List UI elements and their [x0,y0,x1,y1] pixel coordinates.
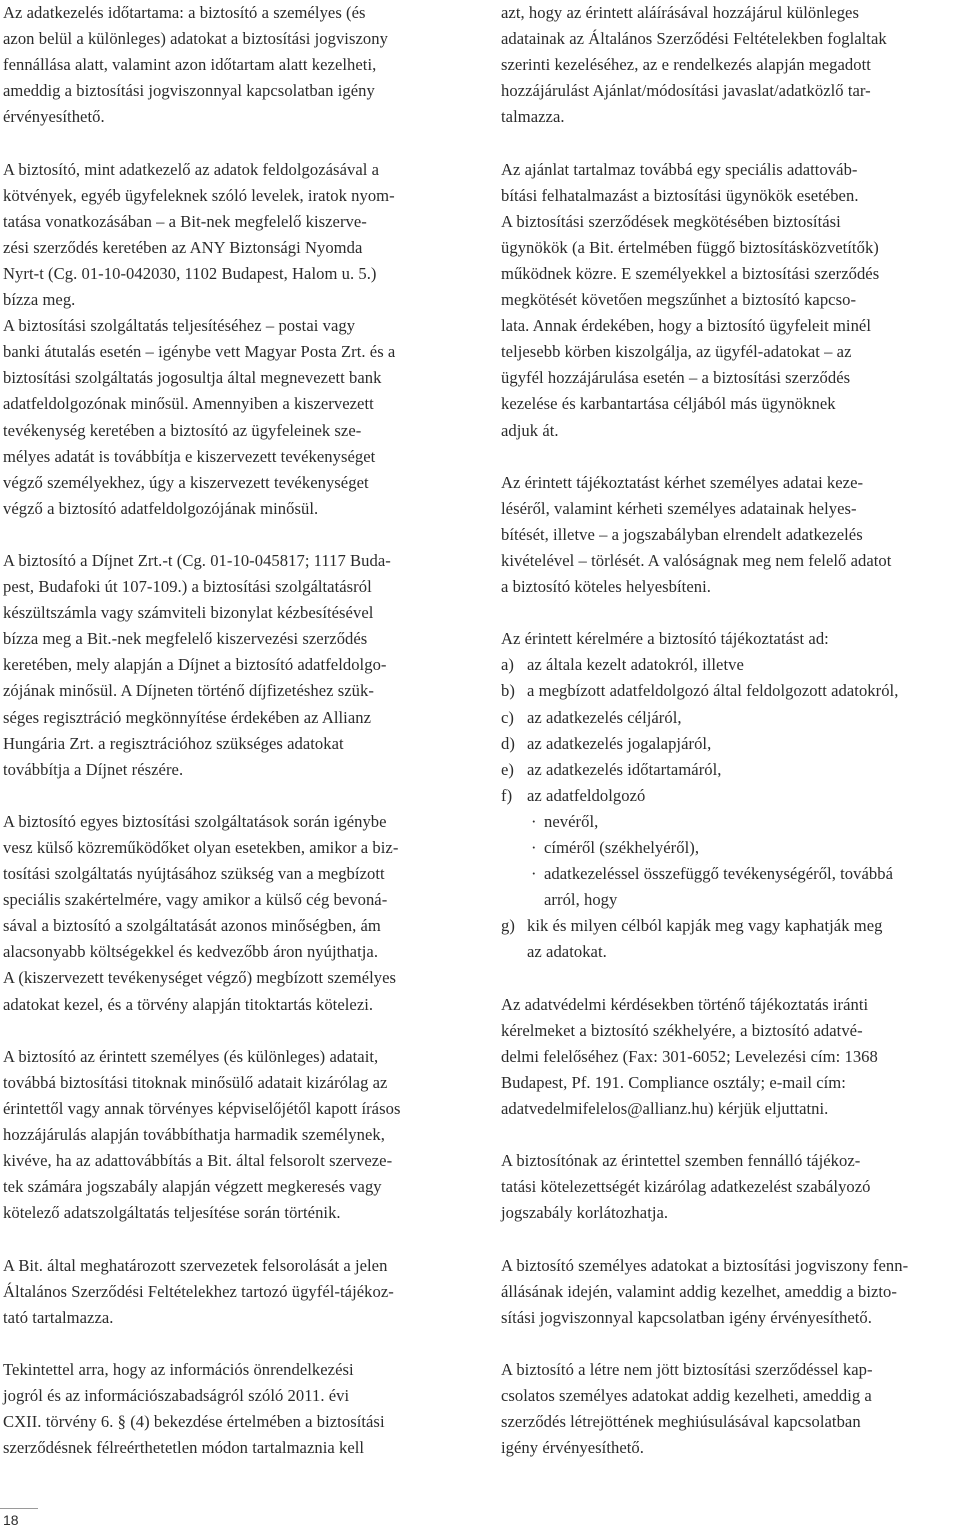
paragraph-consent-continuation: azt, hogy az érintett aláírásával hozzájárul különleges adatainak az Általános Szerződési Feltételekben foglaltak szerinti kezeléséhez, az e rendelkezés alapján megadott hozzájárulást Ajánlat/módosítási javaslat/adatközlő tar- talmazza. [501,3,887,127]
paragraph-retention-period: Az adatkezelés időtartama: a biztosító a személyes (és azon belül a különleges) adatokat a biztosítási jogviszony fennállása alatt, valamint azon időtartam alatt kezelheti, ameddig a biztosítási jogviszonnyal kapcsolatban igény érvényesíthető. [3,3,388,127]
bullet-marker: · [531,838,537,857]
paragraph-data-transfer: A biztosító az érintett személyes (és különleges) adatait, továbbá biztosítási titoknak minősülő adatait kizárólag az érintettől vagy annak törvényes képviselőjétől kapott írásos hozzájárulás alapján továbbíthatja harmadik személynek, kivéve, ha az adattovábbítás a Bit. által felsorolt szerveze- tek számára jogszabály alapján végzett megkeresés vagy kötelező adatszolgáltatás teljesítése során történik. [3,1046,401,1223]
list-marker: a) [501,655,514,675]
list-marker: e) [501,759,514,779]
paragraph-information-law: Tekintettel arra, hogy az információs önrendelkezési jogról és az információszabadságról szóló 2011. évi CXII. törvény 6. § (4) bekezdése értelmében a biztosítási szerződésnek félreérthetetlen módon tartalmaznia kell [3,1359,385,1458]
sub-bullet [501,835,958,861]
list-item [501,705,958,731]
paragraph-information-limits: A biztosítónak az érintettel szemben fennálló tájékoz- tatási kötelezettségét kizárólag adatkezelést szabályozó jogszabály korlátozhatja. [501,1151,871,1223]
list-item-text: az általa kezelt adatokról, illetve [527,655,744,675]
list-item [501,652,958,678]
left-column [3,0,464,1461]
sub-bullet-text: címéről (székhelyéről), [544,838,700,857]
list-item-text: a megbízott adatfeldolgozó által feldolgozott adatokról, [527,681,899,701]
paragraph-external-contributors: A biztosító egyes biztosítási szolgáltatások során igénybe vesz külső közreműködőket olyan esetekben, amikor a biz- tosítási szolgáltatás nyújtásához szükség van a megbízott speciális szakértelmére, vagy amikor a külső cég bevoná- sával a biztosító a szolgáltatását azonos minőségben, ám alacsonyabb költségekkel és kedvezőbb áron nyújthatja. A (kiszervezett tevékenységet végző) megbízott személyes adatokat kezel, és a törvény alapján titoktartás kötelezi. [3,811,399,1014]
list-item-text: az adatfeldolgozó [527,785,646,805]
list-marker: d) [501,733,515,753]
list-intro: Az érintett kérelmére a biztosító tájékoztatást ad: [501,629,829,649]
sub-bullet-text: nevéről, [544,811,599,831]
list-item-text: az adatkezelés céljáról, [527,707,682,727]
list-item-text: az adatkezelés jogalapjáról, [527,733,712,753]
list-marker: b) [501,681,515,701]
paragraph-dijnet: A biztosító a Díjnet Zrt.-t (Cg. 01-10-045817; 1117 Buda- pest, Budafoki út 107-109.) a biztosítási szolgáltatásról készültszámla vagy számviteli bizonylat kézbesítésével bízza meg a Bit.-nek megfelelő kiszervezési szerződés keretében, mely alapján a Díjnet a biztosító adatfeldolgo- zójának minősül. A Díjneten történő díjfizetéshez szük- séges regisztráció megkönnyítése érdekében az Allianz Hungária Zrt. a regisztrációhoz szükséges adatokat továbbítja a Díjnet részére. [3,550,391,779]
list-item [501,783,958,809]
paragraph-failed-contract: A biztosító a létre nem jött biztosítási szerződéssel kap- csolatos személyes adatokat addig kezelheti, ameddig a szerződés létrejöttének meghiúsulásával kapcsolatban igény érvényesíthető. [501,1359,873,1458]
list-marker: g) [501,916,515,936]
sub-bullet [501,809,958,835]
page-number: 18 [3,1512,19,1528]
list-item [501,678,958,704]
paragraph-rights: Az érintett tájékoztatást kérhet személyes adatai keze- léséről, valamint kérheti személyes adatainak helyes- bítését, illetve – a jogszabályban elrendelt adatkezelés kivételével – törlését. A valóságnak meg nem felelő adatot a biztosító köteles helyesbíteni. [501,472,892,597]
list-item [501,913,958,965]
paragraph-retention-repeat: A biztosító személyes adatokat a biztosítási jogviszony fenn- állásának idején, valamint addig kezelhet, ameddig a bizto- sítási jogviszonnyal kapcsolatban igény érvényesíthető. [501,1255,909,1327]
bullet-marker: · [531,811,537,831]
paragraph-dpo-contact: Az adatvédelmi kérdésekben történő tájékoztatás iránti kérelmeket a biztosító székhelyére, a biztosító adatvé- delmi felelőséhez (Fax: 301-6052; Levelezési cím: 1368 Budapest, Pf. 191. Compliance osztály; e-mail cím: adatvedelmifelelos@allianz.hu) kérjük eljuttatni. [501,994,878,1118]
list-marker: f) [501,785,513,805]
paragraph-agent-transfer: Az ajánlat tartalmaz továbbá egy speciális adattováb- bítási felhatalmazást a biztosítási ügynökök esetében. A biztosítási szerződések megkötésében biztosítási ügynökök (a Bit. értelmében függő biztosításközvetítők) működnek közre. E személyekkel a biztosítási szerződés megkötését követően megszűnhet a biztosító kapcso- lata. Annak érdekében, hogy a biztosító ügyfeleit minél teljesebb körben kiszolgálja, az ügyfél-adatokat – az ügyfél hozzájárulása esetén – a biztosítási szerződés kezelése és karbantartása céljából más ügynöknek adjuk át. [501,159,880,440]
paragraph-data-processors: A biztosító, mint adatkezelő az adatok feldolgozásával a kötvények, egyéb ügyfeleknek szóló levelek, iratok nyom- tatása vonatkozásában – a Bit-nek megfelelő kiszerve- zési szerződés keretében az ANY Biztonsági Nyomda Nyrt-t (Cg. 01-10-042030, 1102 Budapest, Halom u. 5.) bízza meg. A biztosítási szolgáltatás teljesítéséhez – postai vagy banki átutalás esetén – igénybe vett Magyar Posta Zrt. és a biztosítási szolgáltatás jogosultja által megnevezett bank adatfeldolgozónak minősül. Amennyiben a kiszervezett tevékenység keretében a biztosító az ügyfeleinek sze- mélyes adatát is továbbítja e kiszervezett tevékenységet végző személyekhez, úgy a kiszervezett tevékenységet végző a biztosító adatfeldolgozójának minősül. [3,159,396,518]
paragraph-bit-organizations: A Bit. által meghatározott szervezetek felsorolását a jelen Általános Szerződési Feltételekhez tartozó ügyfél-tájékoz- tató tartalmazza. [3,1255,394,1327]
list-marker: c) [501,707,514,727]
information-list [501,652,958,965]
list-item [501,731,958,757]
sub-bullet-text: adatkezeléssel összefüggő tevékenységéről, továbbá arról, hogy [544,864,893,910]
bullet-marker: · [531,864,537,884]
sub-bullet [501,861,958,913]
list-item [501,757,958,783]
list-item-text: az adatkezelés időtartamáról, [527,759,722,779]
list-item-text: kik és milyen célból kapják meg vagy kaphatják meg az adatokat. [527,916,883,962]
right-column [501,0,958,1461]
footer-divider [0,1508,38,1509]
